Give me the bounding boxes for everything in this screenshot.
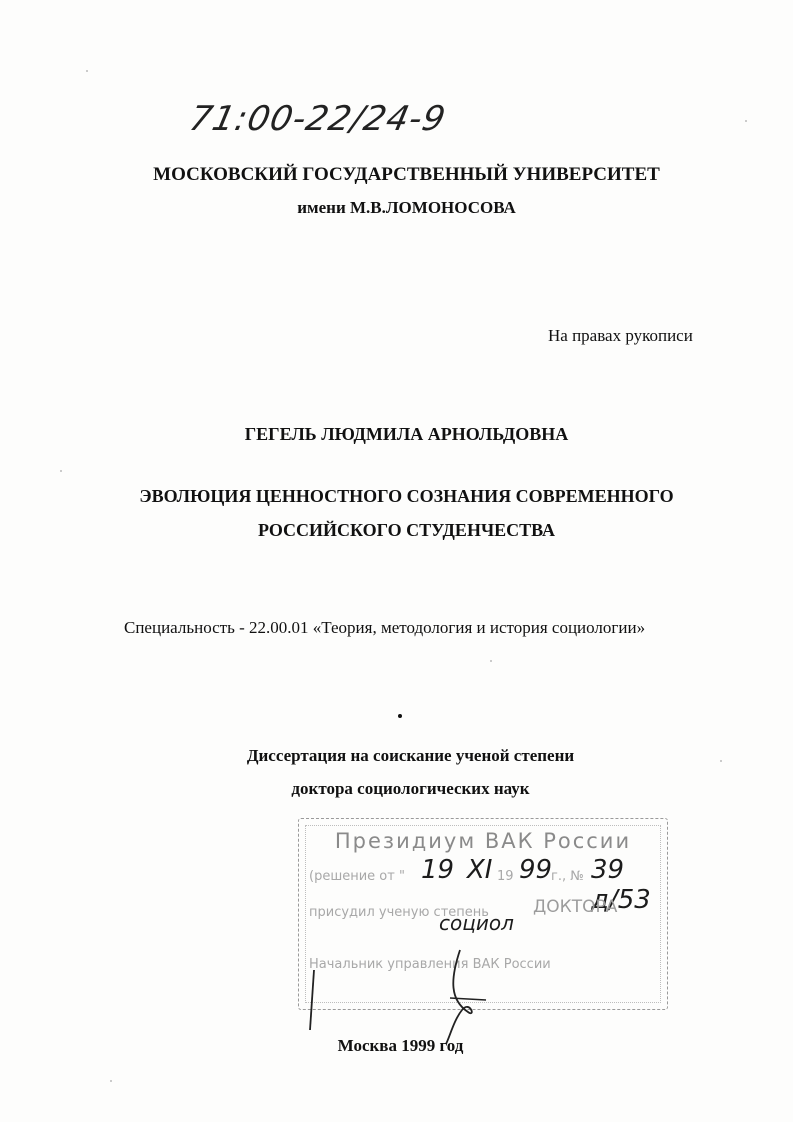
stamp-year-prefix: 19	[497, 869, 514, 884]
degree-line-1: Диссертация на соискание ученой степени	[246, 746, 575, 765]
stamp-number: 39 д/53	[591, 855, 651, 915]
stamp-degree-row: присудил ученую степень	[309, 905, 489, 920]
signature-svg	[300, 940, 540, 1050]
stamp-title: Президиум ВАК России	[334, 829, 632, 853]
university-name: МОСКОВСКИЙ ГОСУДАРСТВЕННЫЙ УНИВЕРСИТЕТ	[153, 164, 660, 185]
manuscript-note: На правах рукописи	[548, 326, 693, 345]
stamp-number-label: г., №	[551, 869, 584, 884]
stamp-degree-word: ДОКТОРА	[533, 897, 618, 917]
stamp-decision-label: (решение от "	[309, 869, 405, 884]
dissertation-title-line-1: ЭВОЛЮЦИЯ ЦЕННОСТНОГО СОЗНАНИЯ СОВРЕМЕННОГО	[139, 486, 674, 506]
specialty-line: Специальность - 22.00.01 «Теория, методология и история социологии»	[124, 618, 646, 637]
paper-speck	[490, 660, 492, 662]
signature	[300, 940, 540, 1050]
university-named-after: имени М.В.ЛОМОНОСОВА	[297, 198, 516, 217]
dot-mark	[398, 714, 402, 718]
stamp-field-handwritten: социол	[439, 911, 514, 935]
author-name: ГЕГЕЛЬ ЛЮДМИЛА АРНОЛЬДОВНА	[244, 424, 569, 444]
paper-speck	[86, 70, 88, 72]
stamp-day: 19	[421, 855, 455, 885]
stamp-month: XI	[467, 855, 493, 885]
archive-code-svg	[186, 92, 516, 144]
city-year: Москва 1999 год	[337, 1036, 464, 1055]
handwritten-archive-code	[186, 92, 516, 144]
paper-speck	[60, 470, 62, 472]
stamp-year-suffix: 99	[519, 855, 553, 885]
paper-speck	[110, 1080, 112, 1082]
degree-line-2: доктора социологических наук	[291, 779, 530, 798]
paper-speck	[745, 120, 747, 122]
stamp-signatory-row: Начальник управления ВАК России	[309, 957, 551, 972]
dissertation-title-line-2: РОССИЙСКОГО СТУДЕНЧЕСТВА	[257, 520, 556, 540]
archive-code-text: 71:00-22/24-9	[186, 99, 450, 139]
